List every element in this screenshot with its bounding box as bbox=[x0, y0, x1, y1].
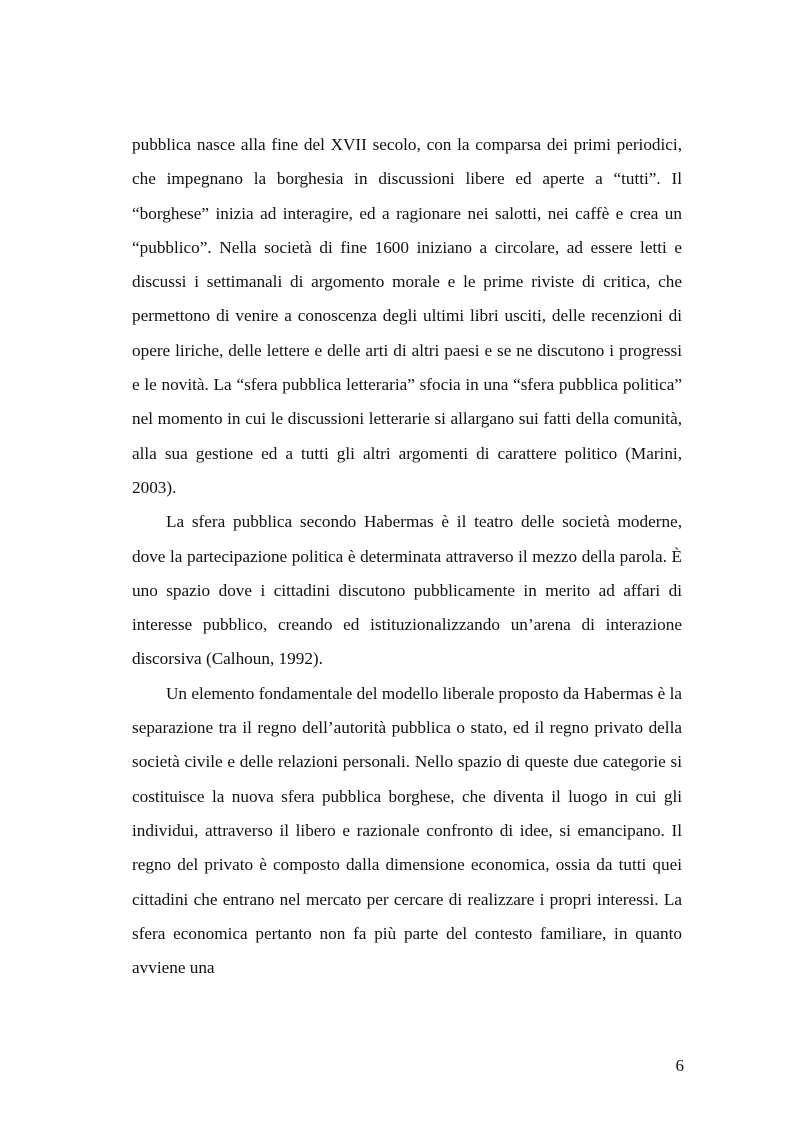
paragraph-continuation: pubblica nasce alla fine del XVII secolo, con la comparsa dei primi periodici, che impegnano la borghesia in discussioni libere ed aperte a “tutti”. Il “borghese” inizia ad interagire, ed a ragionare nei salotti, nei caffè e crea un “pubblico”. Nella società di fine 1600 iniziano a circolare, ad essere letti e discussi i settimanali di argomento morale e le prime riviste di critica, che permettono di venire a conoscenza degli ultimi libri usciti, delle recenzioni di opere liriche, delle lettere e delle arti di altri paesi e se ne discutono i progressi e le novità. La “sfera pubblica letteraria” sfocia in una “sfera pubblica politica” nel momento in cui le discussioni letterarie si allargano sui fatti della comunità, alla sua gestione ed a tutti gli altri argomenti di carattere politico (Marini, 2003). bbox=[132, 135, 682, 497]
paragraph-liberal-model: Un elemento fondamentale del modello liberale proposto da Habermas è la separazione tra il regno dell’autorità pubblica o stato, ed il regno privato della società civile e delle relazioni personali. Nello spazio di queste due categorie si costituisce la nuova sfera pubblica borghese, che diventa il luogo in cui gli individui, attraverso il libero e razionale confronto di idee, si emancipano. Il regno del privato è composto dalla dimensione economica, ossia da tutti quei cittadini che entrano nel mercato per cercare di realizzare i propri interessi. La sfera economica pertanto non fa più parte del contesto familiare, in quanto avviene una bbox=[132, 683, 682, 978]
paragraph-habermas-public-sphere: La sfera pubblica secondo Habermas è il teatro delle società moderne, dove la partecipazione politica è determinata attraverso il mezzo della parola. È uno spazio dove i cittadini discutono pubblicamente in merito ad affari di interesse pubblico, creando ed istituzionalizzando un’arena di interazione discorsiva (Calhoun, 1992). bbox=[132, 512, 682, 669]
page-number: 6 bbox=[675, 1056, 684, 1075]
body-text bbox=[132, 128, 682, 985]
